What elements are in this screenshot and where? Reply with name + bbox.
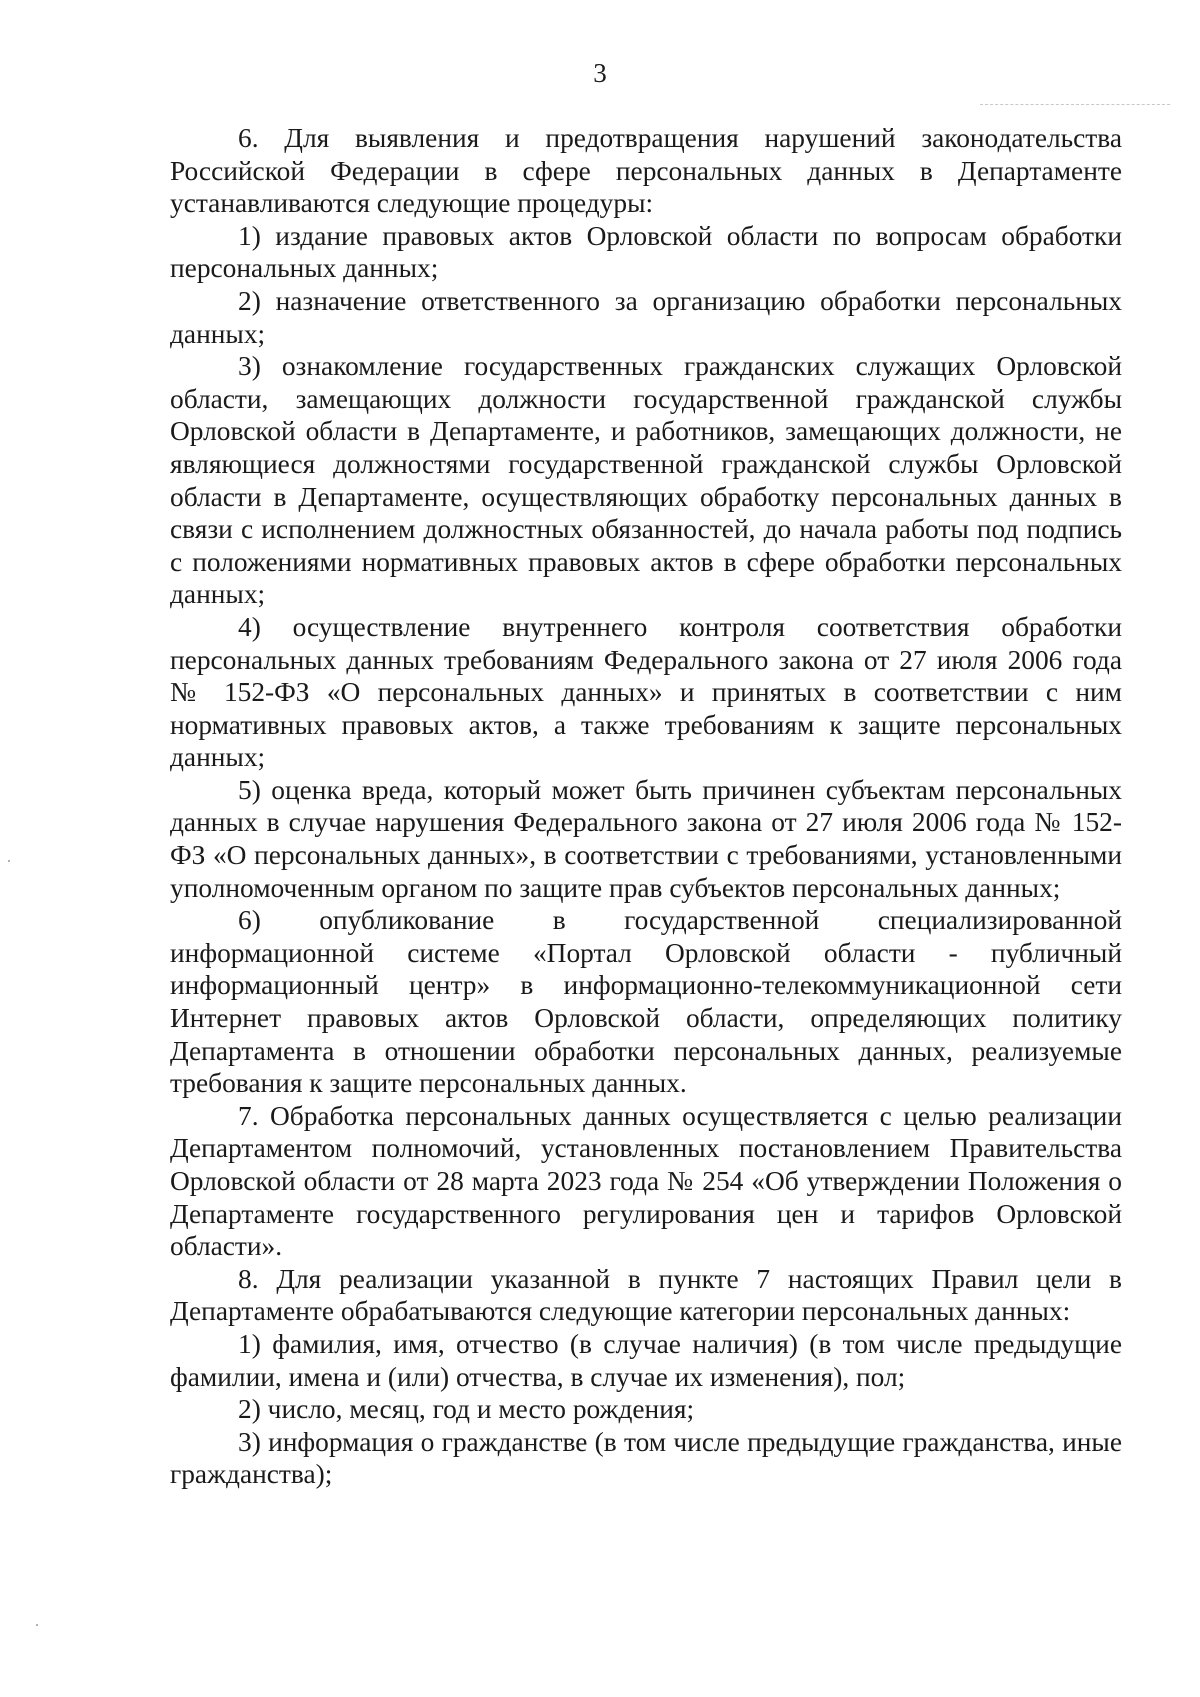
paragraph-item-7: 7. Обработка персональных данных осуществляется с целью реализации Департаментом полномочий, установленных постановлением Правительства Орловской области от 28 марта 2023 года № 254 «Об утверждении Положения о Департаменте государственного регулирования цен и тарифов Орловской области». [170,1100,1122,1262]
paragraph-subitem-2: 2) назначение ответственного за организацию обработки персональных данных; [170,285,1122,349]
paragraph-item-6: 6. Для выявления и предотвращения нарушений законодательства Российской Федерации в сфере персональных данных в Департаменте устанавливаются следующие процедуры: [170,123,1122,219]
paragraph-item-8: 8. Для реализации указанной в пункте 7 настоящих Правил цели в Департаменте обрабатываются следующие категории персональных данных: [170,1263,1122,1327]
page-number: 3 [593,58,607,88]
paragraph-category-1: 1) фамилия, имя, отчество (в случае наличия) (в том числе предыдущие фамилии, имена и (или) отчества, в случае их изменения), пол; [170,1328,1122,1392]
paragraph-subitem-3: 3) ознакомление государственных гражданских служащих Орловской области, замещающих должности государственной гражданской службы Орловской области в Департаменте, и работников, замещающих должности, не являющиеся должностями государственной гражданской службы Орловской области в Департаменте, осуществляющих обработку персональных данных в связи с исполнением должностных обязанностей, до начала работы под подпись с положениями нормативных правовых актов в сфере обработки персональных данных; [170,351,1122,610]
scan-artifact [980,104,1170,106]
paragraph-subitem-6: 6) опубликование в государственной специализированной информационной системе «Портал Орловской области - публичный информационный центр» в информационно-телекоммуникационной сети Интернет правовых актов Орловской области, определяющих политику Департамента в отношении обработки персональных данных, реализуемые требования к защите персональных данных. [170,905,1122,1099]
scan-artifact [36,1624,38,1626]
paragraph-subitem-4: 4) осуществление внутреннего контроля соответствия обработки персональных данных требованиям Федерального закона от 27 июля 2006 года № 152-ФЗ «О персональных данных» и принятых в соответствии с ним нормативных правовых актов, а также требованиям к защите персональных данных; [170,611,1122,773]
scan-artifact [8,860,10,862]
document-body [170,122,1122,1491]
paragraph-subitem-5: 5) оценка вреда, который может быть причинен субъектам персональных данных в случае нарушения Федерального закона от 27 июля 2006 года № 152-ФЗ «О персональных данных», в соответствии с требованиями, установленными уполномоченным органом по защите прав субъектов персональных данных; [170,774,1122,903]
paragraph-category-2: 2) число, месяц, год и место рождения; [238,1394,695,1425]
paragraph-category-3: 3) информация о гражданстве (в том числе предыдущие гражданства, иные гражданства); [170,1426,1122,1490]
paragraph-subitem-1: 1) издание правовых актов Орловской области по вопросам обработки персональных данных; [170,220,1122,284]
